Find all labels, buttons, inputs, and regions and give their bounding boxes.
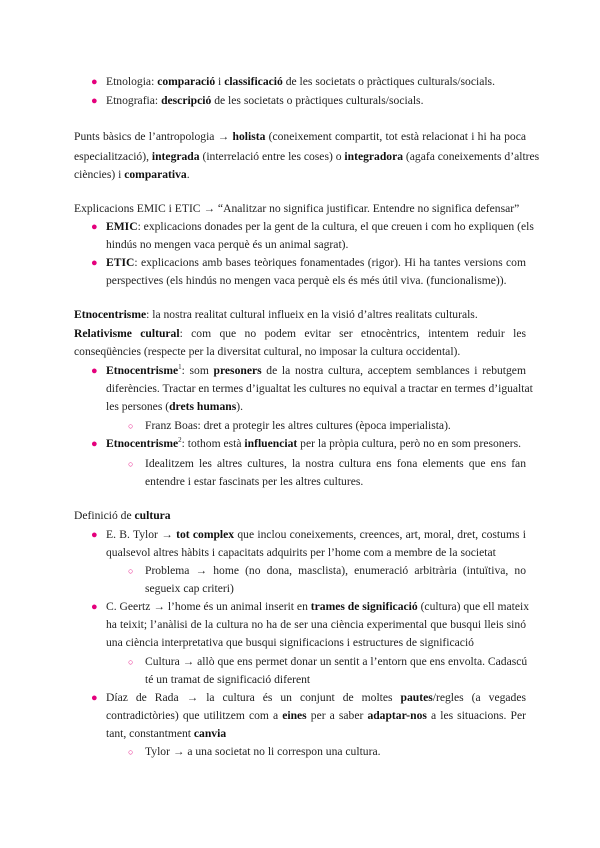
geertz-line-1 — [106, 600, 530, 614]
tylor-line-1 — [106, 528, 526, 542]
circle-bullet-icon: ○ — [128, 421, 134, 431]
etnografia-line — [106, 94, 526, 108]
etic-line-1 — [106, 256, 526, 270]
term-adaptar-nos: adaptar-nos — [367, 709, 427, 722]
text: : explicacions amb bases teòriques fonamentades (rigor). Hi ha tantes versions com — [134, 256, 526, 269]
text: les persones ( — [106, 400, 170, 413]
text: Cultura → allò que ens permet donar un sentit a l’entorn que ens envolta. Cadascú — [145, 655, 528, 668]
text: Díaz de Rada → la cultura és un conjunt de moltes — [106, 691, 401, 704]
text: una ciència interpretativa que busqui significacions i estructures de significació — [106, 636, 474, 649]
circle-bullet-icon: ○ — [128, 657, 134, 667]
term-etnocentrisme-2: Etnocentrisme — [106, 437, 179, 450]
term-etnocentrisme: Etnocentrisme — [74, 308, 147, 321]
problema-line-1 — [145, 564, 526, 578]
text: (cultura) que ell mateix — [417, 600, 530, 613]
text: de la nostra cultura, acceptem semblances i rebutgem — [261, 364, 526, 377]
text: E. B. Tylor → — [106, 528, 177, 541]
text: Etnografia: — [106, 94, 162, 107]
emic-line-1 — [106, 220, 534, 234]
term-pautes: pautes — [400, 691, 433, 704]
etnocentrisme-def — [74, 308, 526, 322]
text: Franz Boas: dret a protegir les altres cultures (època imperialista). — [145, 419, 451, 432]
punts-line-1 — [74, 130, 526, 144]
etnocentrisme1-line-3 — [106, 400, 526, 414]
bullet-icon: ● — [91, 221, 98, 233]
superscript: 2 — [178, 436, 182, 445]
text: : tothom està — [181, 437, 245, 450]
text: C. Geertz → l’home és un animal inserit en — [106, 600, 311, 613]
term-relativisme: Relativisme cultural — [74, 327, 180, 340]
diaz-line-3 — [106, 727, 526, 741]
bullet-icon: ● — [91, 95, 98, 107]
text: (interrelació entre les coses) o — [199, 150, 345, 163]
cultura-def-line-1 — [145, 655, 526, 669]
term-etnocentrisme-1: Etnocentrisme — [106, 364, 179, 377]
term-integrada: integrada — [151, 150, 200, 163]
text: ciències) i — [74, 168, 125, 181]
text: Definició de — [74, 509, 135, 522]
text: segueix cap criteri) — [145, 582, 234, 595]
text: Punts bàsics de l’antropologia → — [74, 130, 233, 143]
text: té un tramat de significació diferent — [145, 673, 311, 686]
bullet-icon: ● — [91, 438, 98, 450]
text: i — [215, 75, 225, 88]
cultura-heading — [74, 509, 526, 523]
superscript: 1 — [178, 363, 182, 372]
idealitzem-line-2 — [145, 475, 526, 489]
diaz-line-2 — [106, 709, 526, 723]
term-eines: eines — [282, 709, 307, 722]
text: Explicacions EMIC i ETIC → “Analitzar no significa justificar. Entendre no significa defensar” — [74, 202, 520, 215]
tylor-line-2 — [106, 546, 526, 560]
term-emic: EMIC — [106, 220, 138, 233]
cultura-def-line-2 — [145, 673, 526, 687]
text: Etnologia: — [106, 75, 158, 88]
bullet-icon: ● — [91, 76, 98, 88]
term-comparacio: comparació — [157, 75, 216, 88]
text: a les situacions. Per — [426, 709, 526, 722]
relativisme-line-2 — [74, 345, 526, 359]
problema-line-2 — [145, 582, 526, 596]
text: tant, constantment — [106, 727, 194, 740]
text: perspectives (els hindús no mengen vaca perquè els és més útil viva. (funcionalisme)). — [106, 274, 507, 287]
text: especialització), — [74, 150, 152, 163]
circle-bullet-icon: ○ — [128, 459, 134, 469]
term-presoners: presoners — [213, 364, 262, 377]
circle-bullet-icon: ○ — [128, 566, 134, 576]
emic-line-2 — [106, 238, 526, 252]
term-tot-complex: tot complex — [176, 528, 235, 541]
text: hindús no mengen vaca perquè és un animal sagrat). — [106, 238, 349, 251]
text: : com que no podem evitar ser etnocèntrics, intentem reduir les — [179, 327, 526, 340]
text: : explicacions donades per la gent de la cultura, el que creuen i com ho expliquen (els — [137, 220, 534, 233]
text: diferències. Tractar en termes d’igualtat les cultures no equival a tractar en termes d’igualtat — [106, 382, 533, 395]
geertz-line-3 — [106, 636, 526, 650]
etnocentrisme1-line-2 — [106, 382, 533, 396]
text: conseqüències (respecte per la diversitat cultural, no imposar la cultura occidental). — [74, 345, 461, 358]
punts-line-3 — [74, 168, 526, 182]
term-trames-de-significacio: trames de significació — [310, 600, 418, 613]
term-descripcio: descripció — [161, 94, 212, 107]
text: /regles (a vegades — [432, 691, 526, 704]
text: : som — [181, 364, 214, 377]
text: qualsevol altres hàbits i capacitats adquirits per l’home com a membre de la societat — [106, 546, 496, 559]
circle-bullet-icon: ○ — [128, 747, 134, 757]
bullet-icon: ● — [91, 529, 98, 541]
term-drets-humans: drets humans — [169, 400, 237, 413]
text: per la pròpia cultura, però no en som presoners. — [297, 437, 522, 450]
etic-line-2 — [106, 274, 526, 288]
text: entendre i estar fascinats per les altres cultures. — [145, 475, 364, 488]
bullet-icon: ● — [91, 601, 98, 613]
text: Tylor → a una societat no li correspon una cultura. — [145, 745, 381, 758]
text: (agafa coneixements d’altres — [403, 150, 540, 163]
text: de les societats o pràctiques culturals/socials. — [211, 94, 424, 107]
etnocentrisme1-line-1 — [106, 364, 526, 378]
etnocentrisme2-line — [106, 437, 526, 451]
term-comparativa: comparativa — [124, 168, 187, 181]
term-classificacio: classificació — [224, 75, 283, 88]
text: ha teixit; l’anàlisi de la cultura no ha de ser una ciència experimental que busqui lleis sinó — [106, 618, 526, 631]
diaz-line-1 — [106, 691, 526, 705]
term-influenciat: influenciat — [244, 437, 298, 450]
bullet-icon: ● — [91, 365, 98, 377]
term-cultura: cultura — [134, 509, 171, 522]
term-canvia: canvia — [193, 727, 227, 740]
text: : la nostra realitat cultural influeix en la visió d’altres realitats culturals. — [146, 308, 478, 321]
text: que inclou coneixements, creences, art, moral, dret, costums i — [234, 528, 526, 541]
text: . — [186, 168, 190, 181]
term-etic: ETIC — [106, 256, 135, 269]
geertz-line-2 — [106, 618, 526, 632]
text: (coneixement compartit, tot està relacionat i hi ha poca — [265, 130, 526, 143]
text: Idealitzem les altres cultures, la nostra cultura ens fona elements que ens fan — [145, 457, 526, 470]
idealitzem-line-1 — [145, 457, 526, 471]
etnologia-line — [106, 75, 518, 89]
text: Problema → home (no dona, masclista), enumeració arbitrària (intuïtiva, no — [145, 564, 526, 577]
punts-line-2 — [74, 150, 540, 164]
term-integradora: integradora — [344, 150, 404, 163]
text: ). — [236, 400, 243, 413]
text: de les societats o pràctiques culturals/socials. — [282, 75, 495, 88]
term-holista: holista — [232, 130, 266, 143]
relativisme-line-1 — [74, 327, 526, 341]
text: contradictòries) que utilitzem com a — [106, 709, 283, 722]
bullet-icon: ● — [91, 692, 98, 704]
boas-line — [145, 419, 526, 433]
emic-etic-intro — [74, 202, 526, 216]
text: per a saber — [306, 709, 368, 722]
bullet-icon: ● — [91, 257, 98, 269]
tylor2-line — [145, 745, 526, 759]
